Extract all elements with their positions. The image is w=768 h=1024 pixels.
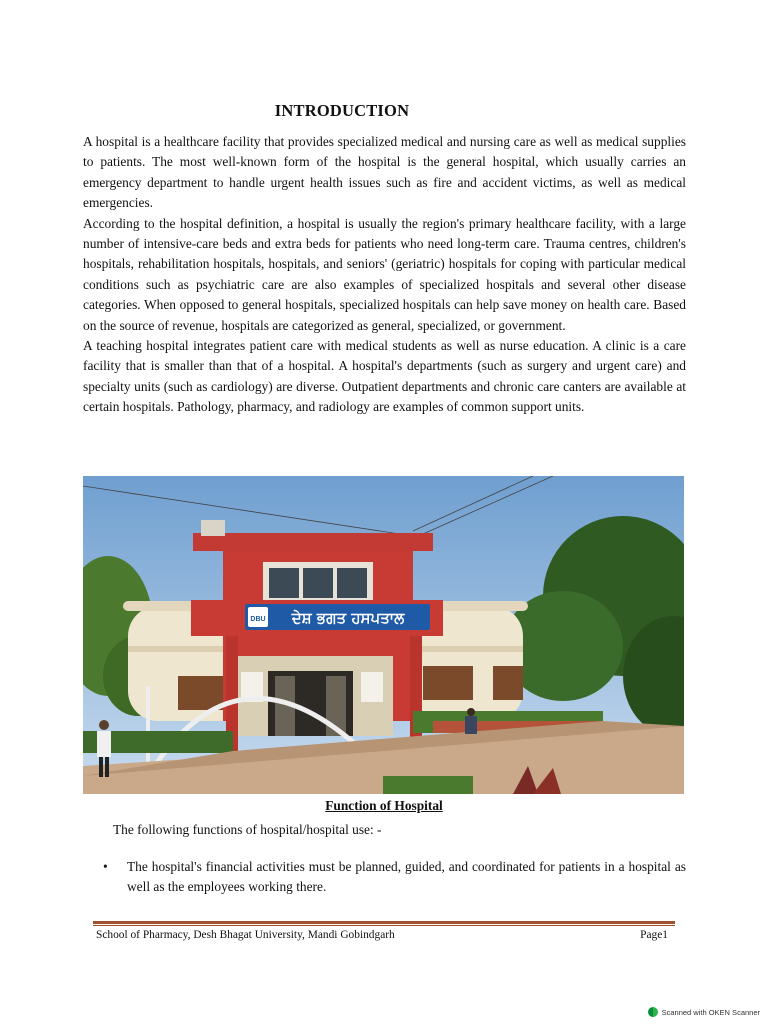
hospital-photo xyxy=(83,476,684,794)
paragraph-2: According to the hospital definition, a hospital is usually the region's primary healthcare facility, with a large number of intensive-care beds and extra beds for patients who need long-term care. Trauma centres, children's hospitals, rehabilitation hospitals, hospitals, and seniors' (geriatric) hospitals for coping with particular medical conditions such as psychiatric care are also examples of specialized hospitals and several other disease categories. When opposed to general hospitals, specialized hospitals can help save money on health care. Based on the source of revenue, hospitals are categorized as general, specialized, or government. xyxy=(83,215,686,333)
scanner-label: Scanned with OKEN Scanner xyxy=(661,1007,760,1017)
sign-text: ਦੇਸ਼ ਭਗਤ ਹਸਪਤਾਲ xyxy=(291,609,405,627)
scanner-watermark xyxy=(648,1007,760,1017)
footer-divider xyxy=(93,921,675,926)
footer-institution: School of Pharmacy, Desh Bhagat University, Mandi Gobindgarh xyxy=(96,929,395,941)
list-item: • The hospital's financial activities must be planned, guided, and coordinated for patients in a hospital as well as the employees working there. xyxy=(83,857,686,898)
page-number: Page1 xyxy=(640,929,668,941)
paragraph-3: A teaching hospital integrates patient care with medical students as well as nurse education. A clinic is a care facility that is smaller than that of a hospital. A hospital's departments (such as surgery and urgent care) and specialty units (such as cardiology) are diverse. Outpatient departments and chronic care canters are available at certain hospitals. Pathology, pharmacy, and radiology are examples of common support units. xyxy=(83,338,686,415)
paragraph-1: A hospital is a healthcare facility that provides specialized medical and nursing care as well as medical supplies to patients. The most well-known form of the hospital is the general hospital, which usually carries an emergency department to handle urgent health issues such as fire and accident victims, as well as medical emergencies. xyxy=(83,134,686,211)
introduction-text xyxy=(83,132,686,418)
section-lead: The following functions of hospital/hospital use: - xyxy=(113,822,382,837)
page-title: INTRODUCTION xyxy=(274,101,410,120)
section-title: Function of Hospital xyxy=(325,798,443,813)
scanner-logo-icon xyxy=(648,1007,658,1017)
sign-logo: DBU xyxy=(250,616,266,623)
function-list xyxy=(83,857,686,898)
